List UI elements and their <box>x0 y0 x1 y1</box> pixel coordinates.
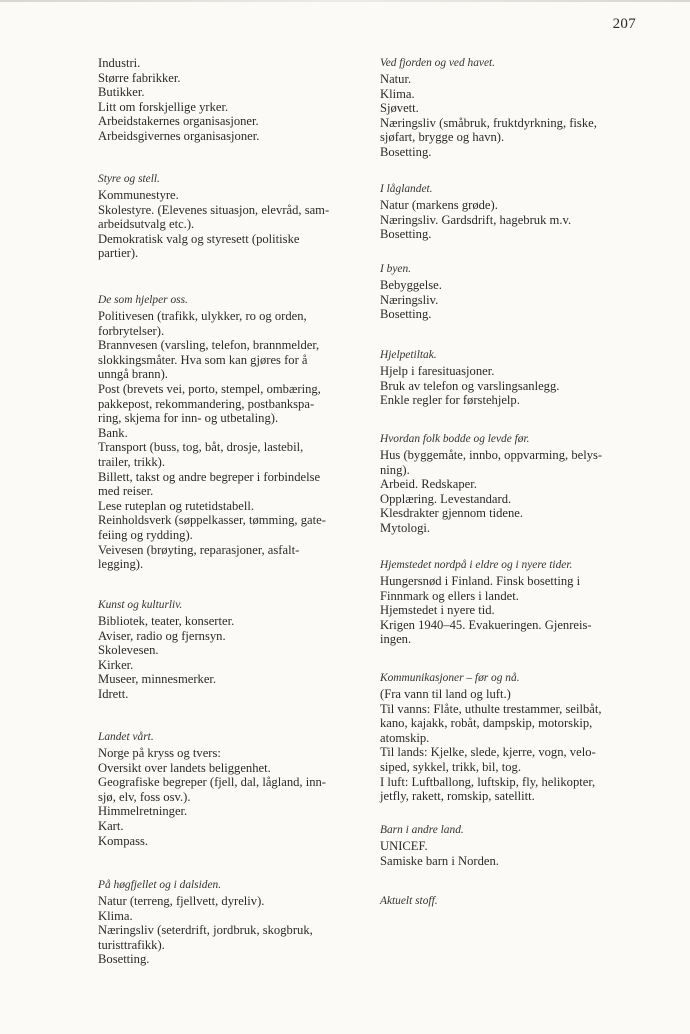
text-line: Arbeidstakernes organisasjoner. <box>98 114 259 129</box>
text-line: Bosetting. <box>380 307 432 322</box>
text-line: Aviser, radio og fjernsyn. <box>98 628 226 643</box>
text-line: pakkepost, rekommandering, postbankspa- <box>98 396 315 411</box>
text-line: Oversikt over landets beliggenhet. <box>98 760 271 775</box>
text-line: Næringsliv. Gardsdrift, hagebruk m.v. <box>380 212 572 227</box>
text-line: Mytologi. <box>380 520 431 535</box>
text-line: Bosetting. <box>380 144 432 159</box>
section-barn-i-andre-land <box>380 823 636 868</box>
text-line: Bosetting. <box>380 227 432 242</box>
text-line: turisttrafikk). <box>98 937 165 952</box>
text-line: Til lands: Kjelke, slede, kjerre, vogn, velo- <box>380 745 596 760</box>
text-line: Klesdrakter gjennom tidene. <box>380 506 524 521</box>
text-line: feiing og rydding). <box>98 527 193 542</box>
text-line: Kirker. <box>98 657 134 672</box>
text-line: Opplæring. Levestandard. <box>380 491 512 506</box>
text-line: Krigen 1940–45. Evakueringen. Gjenreis- <box>380 617 592 632</box>
text-line: Til vanns: Flåte, uthulte trestammer, seilbåt, <box>380 701 602 716</box>
text-line: Industri. <box>98 56 141 70</box>
section-heading: Aktuelt stoff. <box>380 895 438 907</box>
text-line: Samiske barn i Norden. <box>380 853 499 868</box>
section-de-som-hjelper-oss <box>98 293 356 572</box>
text-line: jetfly, rakett, romskip, satellitt. <box>380 789 535 804</box>
text-line: Himmelretninger. <box>98 804 188 819</box>
text-line: Natur (terreng, fjellvett, dyreliv). <box>98 894 265 908</box>
section-i-laglandet <box>380 182 636 242</box>
text-line: Demokratisk valg og styresett (politiske <box>98 231 300 246</box>
text-line: I luft: Luftballong, luftskip, fly, helikopter, <box>380 774 596 789</box>
text-line: UNICEF. <box>380 839 428 853</box>
text-line: Post (brevets vei, porto, stempel, ombæring, <box>98 381 321 396</box>
text-line: Skolevesen. <box>98 643 159 658</box>
section-kommunikasjoner-for-og-na <box>380 671 636 804</box>
section-landet-vart <box>98 730 356 848</box>
text-line: med reiser. <box>98 484 154 499</box>
text-line: ning). <box>380 462 410 477</box>
text-line: trailer, trikk). <box>98 454 165 469</box>
text-line: Natur (markens grøde). <box>380 198 498 212</box>
section-heading: På høgfjellet og i dalsiden. <box>98 879 222 891</box>
text-line: Butikker. <box>98 85 145 100</box>
text-line: siped, sykkel, trikk, bil, tog. <box>380 759 521 774</box>
text-line: Reinholdsverk (søppelkasser, tømming, gate- <box>98 513 326 528</box>
text-line: Klima. <box>98 908 133 923</box>
text-line: Bruk av telefon og varslingsanlegg. <box>380 378 560 393</box>
section-heading: I byen. <box>380 263 411 275</box>
text-line: Hjelp i faresituasjoner. <box>380 364 495 378</box>
text-line: Geografiske begreper (fjell, dal, lågland, inn- <box>98 775 326 790</box>
text-line: Billett, takst og andre begreper i forbindelse <box>98 469 321 484</box>
text-line: Arbeidsgivernes organisasjoner. <box>98 128 260 143</box>
text-line: ring, skjema for inn- og utbetaling). <box>98 411 279 426</box>
text-line: (Fra vann til land og luft.) <box>380 687 511 701</box>
section-heading: Landet vårt. <box>98 731 154 743</box>
text-line: sjø, elv, foss osv.). <box>98 789 191 804</box>
text-line: Litt om forskjellige yrker. <box>98 99 229 114</box>
text-line: legging). <box>98 557 144 572</box>
text-line: Bibliotek, teater, konserter. <box>98 614 235 628</box>
section-heading: Barn i andre land. <box>380 824 464 836</box>
text-line: atomskip. <box>380 730 430 745</box>
text-line: Næringsliv. <box>380 292 439 307</box>
section-styre-og-stell <box>98 172 356 261</box>
text-line: Skolestyre. (Elevenes situasjon, elevråd, sam- <box>98 202 330 217</box>
section-hjemstedet-nordpa-i-eldre-og-i-nyere-tider <box>380 558 636 647</box>
text-line: kano, kajakk, robåt, dampskip, motorskip, <box>380 716 593 731</box>
section-heading: Styre og stell. <box>98 173 160 185</box>
text-line: Veivesen (brøyting, reparasjoner, asfalt- <box>98 542 300 557</box>
text-line: Sjøvett. <box>380 101 419 116</box>
text-line: Bosetting. <box>98 952 150 967</box>
section-hvordan-folk-bodde-og-levde-for <box>380 432 636 536</box>
text-line: arbeidsutvalg etc.). <box>98 217 195 232</box>
section-heading: Hvordan folk bodde og levde før. <box>380 433 530 445</box>
section-heading: Ved fjorden og ved havet. <box>380 57 496 69</box>
text-line: Større fabrikker. <box>98 70 181 85</box>
text-line: Natur. <box>380 72 412 86</box>
text-line: Politivesen (trafikk, ulykker, ro og orden, <box>98 309 307 323</box>
section-heading: Kommunikasjoner – før og nå. <box>380 672 520 684</box>
text-line: Bebyggelse. <box>380 278 442 292</box>
section-hjelpetiltak <box>380 348 636 408</box>
text-line: Arbeid. Redskaper. <box>380 477 477 492</box>
text-line: Hus (byggemåte, innbo, oppvarming, belys- <box>380 448 603 462</box>
text-line: partier). <box>98 246 139 261</box>
text-line: unngå brann). <box>98 367 168 382</box>
text-line: Transport (buss, tog, båt, drosje, lastebil, <box>98 440 304 455</box>
text-line: Hungersnød i Finland. Finsk bosetting i <box>380 574 581 588</box>
text-line: Hjemstedet i nyere tid. <box>380 603 495 618</box>
text-line: Næringsliv (seterdrift, jordbruk, skogbruk, <box>98 923 313 938</box>
section-heading: Hjelpetiltak. <box>380 349 437 361</box>
section-ved-fjorden-og-ved-havet <box>380 56 636 160</box>
text-line: Kart. <box>98 818 124 833</box>
text-line: Næringsliv (småbruk, fruktdyrkning, fiske, <box>380 115 597 130</box>
text-line: Enkle regler for førstehjelp. <box>380 393 520 408</box>
text-line: sjøfart, brygge og havn). <box>380 130 505 145</box>
section-kunst-og-kulturliv <box>98 598 356 702</box>
section-heading: Hjemstedet nordpå i eldre og i nyere tider. <box>380 559 573 571</box>
text-line: Museer, minnesmerker. <box>98 672 217 687</box>
section-heading: De som hjelper oss. <box>98 294 188 306</box>
section-i-byen <box>380 262 636 322</box>
text-line: forbrytelser). <box>98 323 165 338</box>
section-aktuelt-stoff <box>380 894 636 910</box>
text-line: ingen. <box>380 632 412 647</box>
text-line: Norge på kryss og tvers: <box>98 746 221 760</box>
page-top-edge <box>0 0 690 2</box>
text-line: Klima. <box>380 86 415 101</box>
section-heading: Kunst og kulturliv. <box>98 599 183 611</box>
text-line: Kompass. <box>98 833 149 848</box>
text-line: slokkingsmåter. Hva som kan gjøres for å <box>98 352 308 367</box>
section-intro <box>98 56 356 144</box>
text-line: Kommunestyre. <box>98 188 179 202</box>
text-line: Brannvesen (varsling, telefon, brannmelder, <box>98 338 320 353</box>
text-line: Idrett. <box>98 686 129 701</box>
text-line: Finnmark og ellers i landet. <box>380 588 519 603</box>
page-number: 207 <box>612 16 636 32</box>
section-pa-hogfjellet-og-i-dalsiden <box>98 878 356 967</box>
section-heading: I låglandet. <box>380 183 433 195</box>
text-line: Bank. <box>98 425 128 440</box>
text-line: Lese ruteplan og rutetidstabell. <box>98 498 254 513</box>
